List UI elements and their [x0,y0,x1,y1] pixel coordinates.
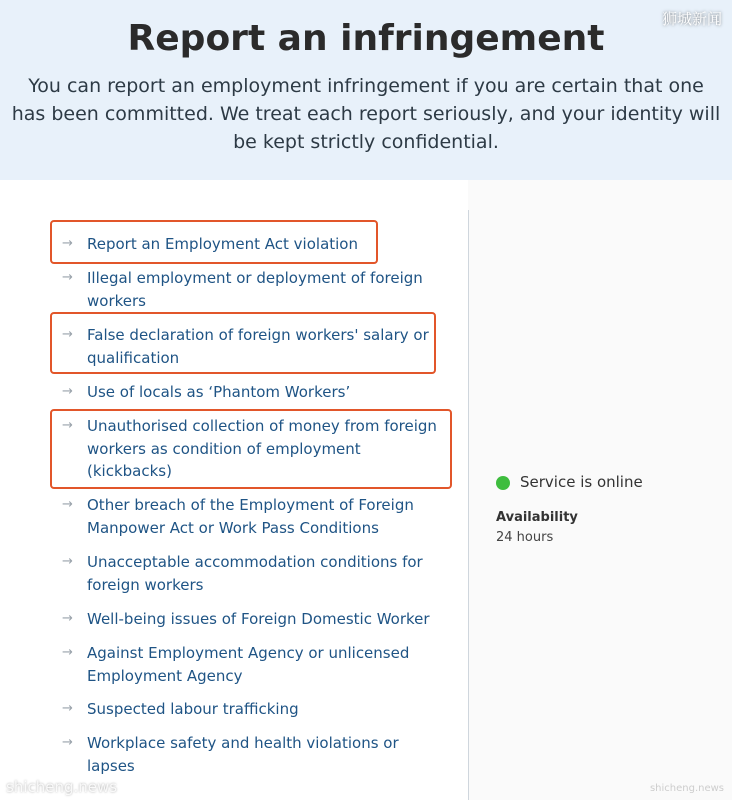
link-accommodation[interactable] [62,551,442,596]
link-label: Workplace safety and health violations or lapses [87,734,399,775]
service-status [496,473,643,491]
arrow-right-icon: → [62,554,73,569]
infringement-link-list [0,180,468,800]
link-label: Use of locals as ‘Phantom Workers’ [87,383,351,401]
arrow-right-icon: → [62,701,73,716]
link-label: False declaration of foreign workers' salary or qualification [87,326,429,367]
link-label: Well-being issues of Foreign Domestic Worker [87,610,430,628]
link-label: Suspected labour trafficking [87,700,299,718]
link-kickbacks[interactable] [62,415,442,483]
arrow-right-icon: → [62,735,73,750]
page-header [0,0,732,180]
arrow-right-icon: → [62,327,73,342]
arrow-right-icon: → [62,236,73,251]
watermark-bottom-right: shicheng.news [649,783,724,794]
link-phantom-workers[interactable] [62,381,442,404]
arrow-right-icon: → [62,645,73,660]
link-employment-act-violation[interactable] [62,233,442,256]
link-false-declaration[interactable] [62,324,442,369]
link-other-breach[interactable] [62,494,442,539]
page-description: You can report an employment infringement if you are certain that one has been committed. We treat each report seriously, and your identity will be kept strictly confidential. [11,75,721,153]
arrow-right-icon: → [62,418,73,433]
arrow-right-icon: → [62,384,73,399]
link-label: Other breach of the Employment of Foreign Manpower Act or Work Pass Conditions [87,496,414,537]
link-employment-agency[interactable] [62,642,442,687]
link-labour-trafficking[interactable] [62,698,442,721]
service-status-text: Service is online [520,473,643,491]
online-status-icon [496,476,510,490]
page-title: Report an infringement [127,18,605,59]
link-label: Against Employment Agency or unlicensed Employment Agency [87,644,410,685]
link-label: Report an Employment Act violation [87,235,358,253]
watermark-bottom-left: shicheng.news [6,778,118,796]
arrow-right-icon: → [62,611,73,626]
availability-title: Availability [496,510,578,525]
content-area [0,180,732,800]
link-label: Unauthorised collection of money from foreign workers as condition of employment (kickbacks) [87,417,437,480]
arrow-right-icon: → [62,270,73,285]
link-label: Unacceptable accommodation conditions for foreign workers [87,553,423,594]
link-illegal-employment[interactable] [62,267,442,312]
availability-value: 24 hours [496,530,554,545]
link-workplace-safety[interactable] [62,732,442,777]
link-label: Illegal employment or deployment of foreign workers [87,269,423,310]
column-divider [468,210,469,800]
arrow-right-icon: → [62,497,73,512]
link-domestic-worker-wellbeing[interactable] [62,608,442,631]
watermark-top-right: 狮城新闻 [661,10,722,28]
